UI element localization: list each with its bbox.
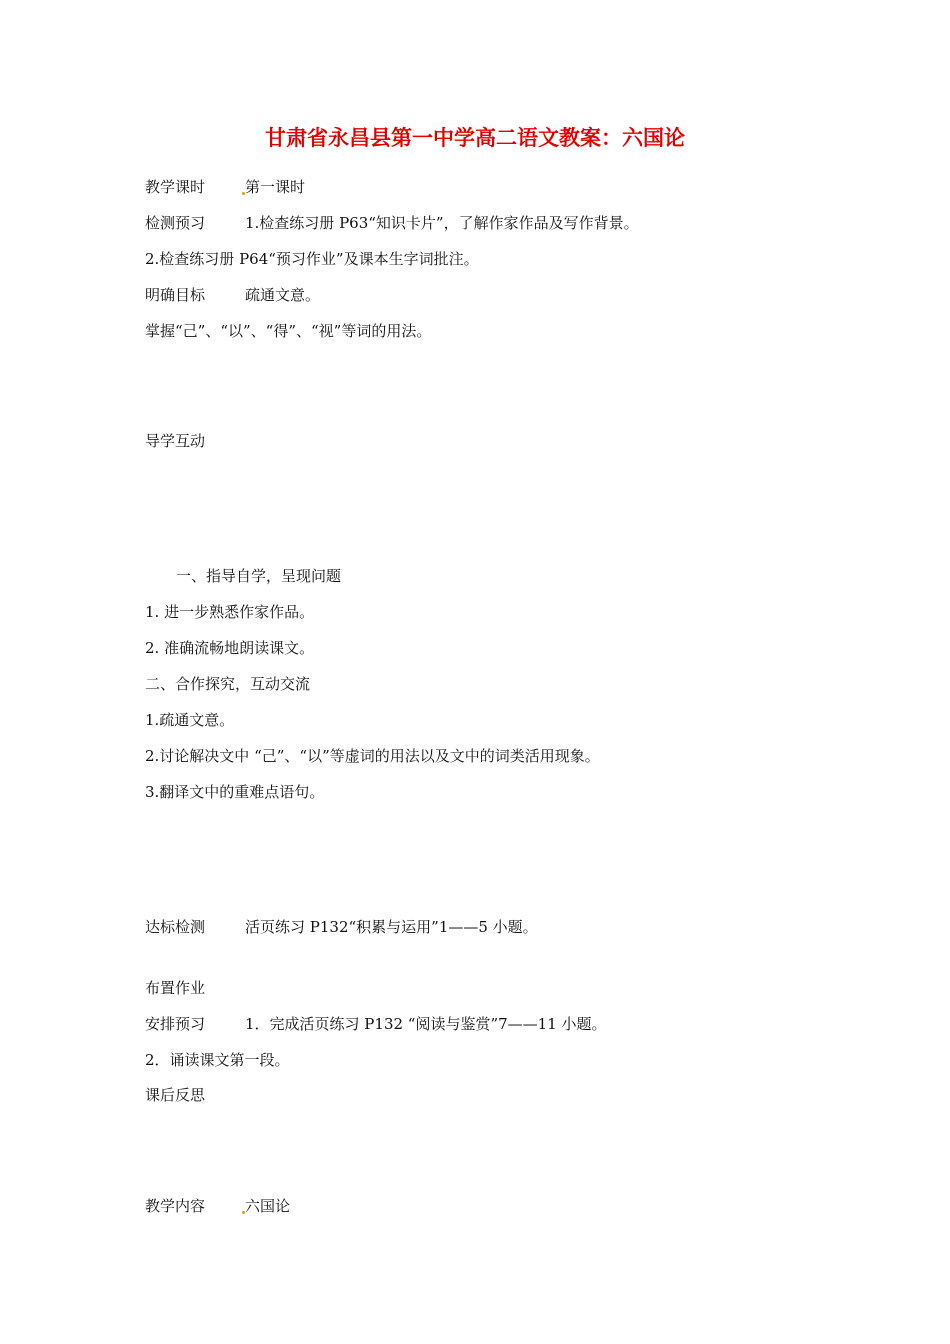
objective-label: 明确目标: [145, 286, 206, 304]
homework-heading: 布置作业: [145, 979, 206, 997]
assessment-row: [145, 917, 538, 937]
teaching-content-value: 六国论: [245, 1197, 291, 1215]
objective-item-2: 掌握“己”、“以”、“得”、“视”等词的用法。: [145, 322, 432, 340]
reflection-heading: 课后反思: [145, 1086, 206, 1104]
teaching-content-row: [145, 1196, 290, 1216]
step-two-heading: 二、合作探究，互动交流: [145, 675, 311, 693]
preview-plan-label: 安排预习: [145, 1015, 206, 1033]
assessment-label: 达标检测: [145, 918, 206, 936]
step-one-item-2: 2. 准确流畅地朗读课文。: [145, 639, 315, 657]
objective-item-1: 疏通文意。: [245, 286, 321, 304]
preview-plan-item-1: 1．完成活页练习 P132 “阅读与鉴赏”7——11 小题。: [245, 1015, 607, 1033]
step-two-item-2: 2.讨论解决文中 “己”、“以”等虚词的用法以及文中的词类活用现象。: [145, 747, 600, 765]
preview-check-item-1: 1.检查练习册 P63“知识卡片”，了解作家作品及写作背景。: [245, 214, 639, 232]
lesson-period-label: 教学课时: [145, 178, 206, 196]
lesson-period-value: 第一课时: [245, 178, 306, 196]
preview-check-label: 检测预习: [145, 214, 206, 232]
teaching-content-label: 教学内容: [145, 1197, 206, 1215]
page-title: 甘肃省永昌县第一中学高二语文教案：六国论: [265, 126, 685, 150]
preview-plan-item-2: 2．诵读课文第一段。: [145, 1051, 290, 1069]
preview-plan-row: [145, 1014, 607, 1034]
step-two-item-1: 1.疏通文意。: [145, 711, 235, 729]
lesson-period-row: [145, 177, 305, 197]
step-one-heading: 一、指导自学，呈现问题: [176, 567, 342, 585]
assessment-value: 活页练习 P132“积累与运用”1——5 小题。: [245, 918, 538, 936]
guided-interaction-heading: 导学互动: [145, 432, 206, 450]
preview-check-row: [145, 213, 639, 233]
objective-row: [145, 285, 320, 305]
preview-check-item-2: 2.检查练习册 P64“预习作业”及课本生字词批注。: [145, 250, 479, 268]
step-two-item-3: 3.翻译文中的重难点语句。: [145, 783, 325, 801]
step-one-item-1: 1. 进一步熟悉作家作品。: [145, 603, 315, 621]
